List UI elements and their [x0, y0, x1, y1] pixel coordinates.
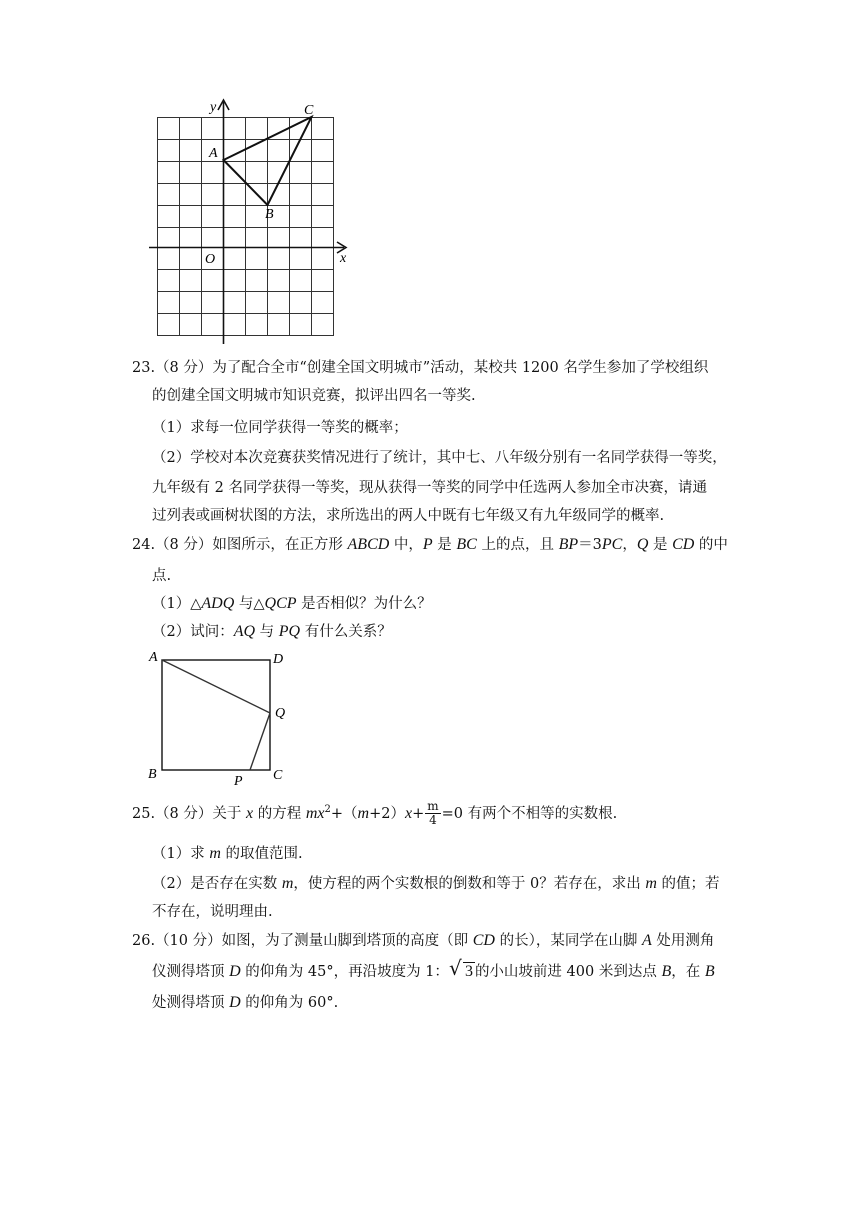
q25-text: 的方程 [253, 805, 306, 822]
var-bc: BC [456, 536, 477, 553]
var-x: x [317, 804, 325, 822]
q24-header [132, 535, 728, 555]
q24-part2 [152, 622, 392, 642]
q25-text: （2）是否存在实数 [152, 876, 282, 892]
fig-label-d: D [273, 652, 284, 667]
var-adq: ADQ [201, 595, 235, 612]
q24-text: ， [622, 537, 637, 553]
q26-text: 26.（10 分）如图，为了测量山脚到塔顶的高度（即 [132, 933, 473, 949]
q26-text: ，在 [671, 964, 705, 980]
origin-label: O [205, 252, 216, 267]
q24-text: 是 [648, 537, 673, 553]
q26-text: 的仰角为 45°，再沿坡度为 1： [240, 964, 449, 980]
var-m: m [305, 804, 318, 822]
segment-qp [250, 713, 270, 770]
q23-part2-line1: （2）学校对本次竞赛获奖情况进行了统计，其中七、八年级分别有一名同学获得一等奖， [152, 450, 727, 466]
var-b: B [661, 963, 672, 980]
q25-part2 [152, 874, 720, 894]
q24-text: ＝3 [578, 537, 602, 553]
q24-text: 与△ [234, 596, 265, 612]
var-p: P [422, 536, 433, 553]
q25-header [132, 800, 617, 827]
var-a: A [641, 932, 652, 949]
q25-text: （1）求 [152, 846, 210, 862]
var-cd: CD [672, 536, 695, 553]
point-a-label: A [209, 146, 218, 161]
var-q: Q [636, 536, 649, 553]
coordinate-grid-figure [140, 95, 360, 350]
q24-text: 24.（8 分）如图所示，在正方形 [132, 537, 348, 553]
q25-part1 [152, 844, 303, 864]
q24-text: 上的点，且 [476, 537, 559, 553]
q26-text: 的小山坡前进 400 米到达点 [474, 964, 662, 980]
var-pq: PQ [278, 623, 301, 640]
q23-part1: （1）求每一位同学获得一等奖的概率； [152, 420, 408, 436]
fig-label-b: B [148, 767, 157, 782]
var-b: B [704, 963, 715, 980]
var-d: D [229, 994, 241, 1011]
q25-text: ，使方程的两个实数根的倒数和等于 0？若存在，求出 [293, 876, 646, 892]
q23-part2-line2: 九年级有 2 名同学获得一等奖，现从获得一等奖的同学中任选两人参加全市决赛，请通 [152, 480, 707, 496]
square-figure [140, 640, 300, 790]
q26-text: 仪测得塔顶 [152, 964, 230, 980]
fraction-m-over-4 [425, 800, 440, 827]
fraction-numerator: m [427, 799, 439, 814]
point-c-label: C [304, 103, 314, 118]
q24-text: 是否相似？为什么？ [296, 596, 432, 612]
q25-text: +（ [330, 805, 358, 822]
q26-line3 [152, 993, 338, 1013]
q24-text: （1）△ [152, 596, 202, 612]
q25-text: 的值；若 [656, 876, 720, 892]
square-abcd [162, 660, 270, 770]
q23-part2-line3: 过列表或画树状图的方法，求所选出的两人中既有七年级又有九年级同学的概率. [152, 508, 665, 524]
var-bp: BP [558, 536, 579, 553]
q25-part2-line2: 不存在，说明理由. [152, 904, 273, 920]
fraction-denominator: 4 [429, 813, 437, 828]
q25-text: =0 有两个不相等的实数根. [441, 805, 618, 822]
q26-line2 [152, 956, 715, 982]
var-m: m [645, 875, 657, 892]
q23-continuation: 的创建全国文明城市知识竞赛，拟评出四名一等奖. [152, 388, 476, 404]
var-cd: CD [472, 932, 495, 949]
var-m: m [209, 845, 221, 862]
fig-label-p: P [234, 774, 243, 789]
q24-text: 与 [255, 624, 279, 640]
q24-continuation: 点. [152, 568, 172, 584]
q24-text: 有什么关系？ [300, 624, 392, 640]
fig-label-q: Q [275, 706, 286, 721]
q26-header [132, 931, 714, 951]
var-x: x [246, 804, 254, 822]
var-x: x [404, 804, 413, 822]
y-axis-label: y [210, 100, 217, 115]
q24-text: （2）试问： [152, 624, 234, 640]
q26-text: 的仰角为 60°. [240, 995, 339, 1011]
superscript-2: 2 [324, 804, 331, 815]
radical-sign: √ [448, 956, 462, 980]
var-pc: PC [601, 536, 623, 553]
var-m: m [357, 804, 370, 822]
q24-text: 是 [432, 537, 457, 553]
q26-text: 处用测角 [651, 933, 715, 949]
q26-text: 的长），某同学在山脚 [494, 933, 642, 949]
var-d: D [229, 963, 241, 980]
fig-label-a: A [149, 650, 158, 665]
point-b-label: B [265, 207, 274, 222]
q24-text: 的中 [694, 537, 728, 553]
var-abcd: ABCD [347, 536, 390, 553]
var-aq: AQ [233, 623, 256, 640]
q25-text: 的取值范围. [220, 846, 303, 862]
fig-label-c: C [273, 768, 283, 783]
sqrt-3 [448, 956, 475, 982]
var-qcp: QCP [264, 595, 297, 612]
var-m: m [281, 875, 294, 892]
q23-header: 23.（8 分）为了配合全市“创建全国文明城市”活动，某校共 1200 名学生参加了学校组织 [132, 360, 709, 376]
q25-text: 25.（8 分）关于 [132, 805, 247, 822]
q25-text: +2） [369, 805, 405, 822]
sqrt-radicand: 3 [464, 963, 473, 980]
q24-text: 中， [389, 537, 423, 553]
q25-text: + [412, 805, 425, 822]
segment-aq [162, 660, 270, 713]
x-axis-label: x [340, 251, 347, 266]
axes [149, 100, 346, 344]
q26-text: 处测得塔顶 [152, 995, 230, 1011]
q24-part1 [152, 594, 432, 614]
